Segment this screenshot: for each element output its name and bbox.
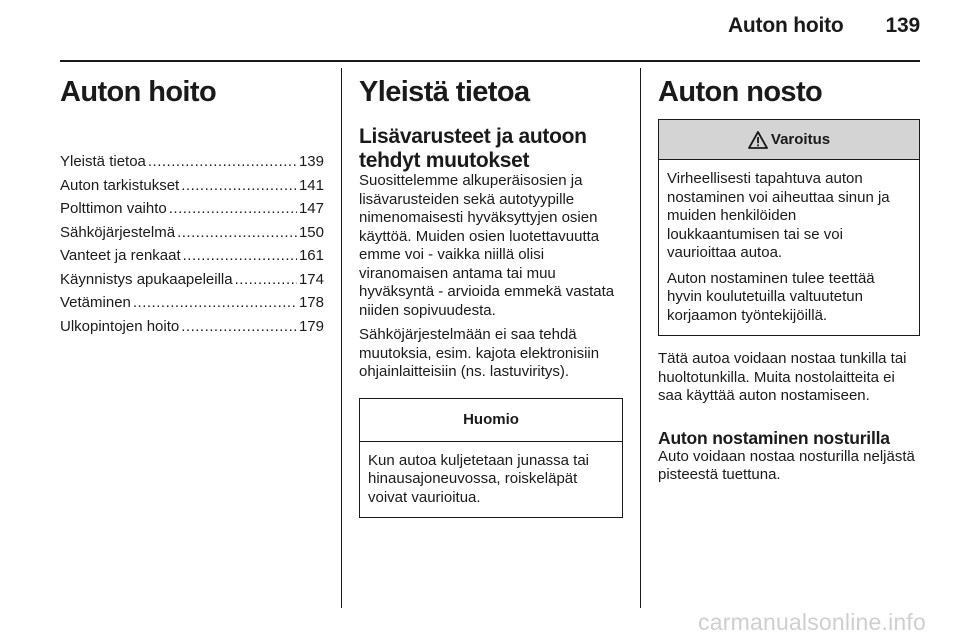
toc-list bbox=[60, 150, 324, 338]
toc-item[interactable]: Vanteet ja renkaat ..... 161 bbox=[60, 244, 324, 268]
warning-triangle-icon bbox=[748, 131, 768, 149]
toc-item[interactable]: Sähköjärjestelmä ..... 150 bbox=[60, 221, 324, 245]
note-text: Kun autoa kuljetetaan junassa tai hinausajoneuvossa, roiskeläpät voivat vaurioitua. bbox=[368, 451, 589, 506]
toc-item[interactable]: Yleistä tietoa ..... 139 bbox=[60, 150, 324, 174]
body-paragraph: Auto voidaan nostaa nosturilla neljästä pisteestä tuettuna. bbox=[658, 447, 915, 484]
header-title: Auton hoito bbox=[727, 14, 844, 37]
toc-item[interactable]: Vetäminen ..... 178 bbox=[60, 291, 324, 315]
warning-text: Virheellisesti tapahtuva auton nostaminen voi aiheuttaa sinun ja muiden henkilöiden loukkaantumisen tai se voi vaurioittaa autoa. bbox=[667, 170, 890, 262]
warning-text: Auton nostaminen tulee teettää hyvin koulutetuilla valtuutetun korjaamon työntekijöillä. bbox=[667, 269, 875, 324]
page-number: 139 bbox=[885, 14, 920, 37]
toc-item[interactable]: Käynnistys apukaapeleilla ..... 174 bbox=[60, 268, 324, 292]
toc-item[interactable]: Polttimon vaihto ..... 147 bbox=[60, 197, 324, 221]
subsection-title: Lisävarusteet ja autoon tehdyt muutokset bbox=[359, 125, 587, 172]
toc-column bbox=[60, 76, 324, 338]
chapter-title: Auton hoito bbox=[60, 76, 217, 108]
toc-item[interactable]: Auton tarkistukset ..... 141 bbox=[60, 174, 324, 198]
warning-box bbox=[658, 119, 920, 336]
column-divider bbox=[341, 68, 342, 608]
body-paragraph: Suosittelemme alkuperäisosien ja lisävarusteiden sekä autotyypille nimenomaisesti hyväksyttyjen osien käyttöä. Muiden osien luotettavuutta emme voi - vaikka niillä olisi viranomaisen antama tai muu hyväksyntä - arvioida emmekä vastata niiden sopivuudesta. bbox=[359, 172, 615, 319]
column-divider bbox=[640, 68, 641, 608]
watermark: carmanualsonline.info bbox=[698, 609, 926, 635]
header-rule bbox=[60, 60, 920, 62]
note-title: Huomio bbox=[360, 399, 622, 442]
toc-item[interactable]: Ulkopintojen hoito ..... 179 bbox=[60, 315, 324, 339]
warning-title: Varoitus bbox=[770, 131, 831, 149]
page-header bbox=[728, 14, 920, 38]
section-title: Yleistä tietoa bbox=[359, 76, 530, 108]
body-paragraph: Tätä autoa voidaan nostaa tunkilla tai huoltotunkilla. Muita nostolaitteita ei saa käyttää auton nostamiseen. bbox=[658, 350, 907, 405]
warning-header bbox=[659, 120, 919, 160]
body-paragraph: Sähköjärjestelmään ei saa tehdä muutoksia, esim. kajota elektronisiin ohjainlaitteisiin (ns. lastuviritys). bbox=[359, 326, 600, 381]
section-title: Auton nosto bbox=[658, 76, 823, 108]
lifting-column bbox=[658, 76, 920, 485]
note-box bbox=[359, 398, 623, 519]
subsection-title: Auton nostaminen nosturilla bbox=[658, 427, 890, 448]
general-column bbox=[359, 76, 623, 518]
